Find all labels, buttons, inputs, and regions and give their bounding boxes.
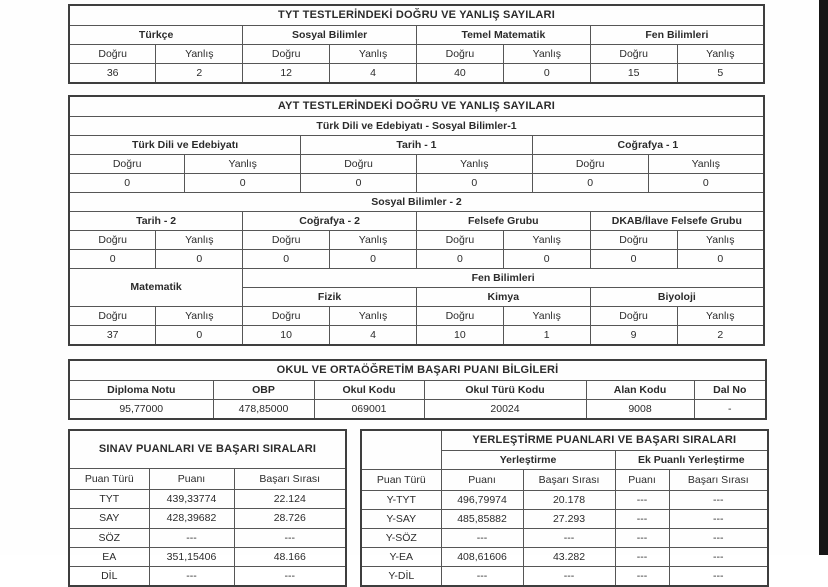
column-header-obp: OBP xyxy=(213,381,314,400)
yanlis-label: Yanlış xyxy=(416,155,532,174)
ayt-table-title: AYT TESTLERİNDEKİ DOĞRU VE YANLIŞ SAYILARI xyxy=(69,96,764,117)
ayt-section3-fen-title: Fen Bilimleri xyxy=(243,269,764,288)
tyt-group-sosyal: Sosyal Bilimler xyxy=(243,26,417,45)
puan-value: 428,39682 xyxy=(149,509,234,528)
puan-turu-value: Y-EA xyxy=(361,548,441,567)
ayt-group-cografya1: Coğrafya - 1 xyxy=(532,136,764,155)
column-header-dal-no: Dal No xyxy=(694,381,766,400)
yanlis-label: Yanlış xyxy=(156,307,243,326)
ayt-group-matematik: Matematik xyxy=(69,269,243,307)
tyt-group-matematik: Temel Matematik xyxy=(417,26,591,45)
ayt-section1-title: Türk Dili ve Edebiyatı - Sosyal Bilimler-1 xyxy=(69,117,764,136)
yerlestirme-scores-table xyxy=(360,429,769,587)
yanlis-value: 0 xyxy=(503,250,590,269)
alan-kodu-value: 9008 xyxy=(586,400,694,420)
yanlis-value: 4 xyxy=(330,64,417,84)
dogru-value: 10 xyxy=(416,326,503,346)
ayt-group-felsefe: Felsefe Grubu xyxy=(416,212,590,231)
dogru-value: 37 xyxy=(69,326,156,346)
ek-sira-value: --- xyxy=(669,548,768,567)
column-header-puan-turu: Puan Türü xyxy=(361,470,441,491)
table-row xyxy=(69,566,346,586)
yanlis-value: 0 xyxy=(156,326,243,346)
dogru-label: Doğru xyxy=(417,45,504,64)
score-tables-row xyxy=(68,429,765,587)
yanlis-label: Yanlış xyxy=(677,231,764,250)
ek-puanli-group-header: Ek Puanlı Yerleştirme xyxy=(615,451,768,470)
puan-value: --- xyxy=(441,567,523,587)
dogru-value: 10 xyxy=(243,326,330,346)
dogru-label: Doğru xyxy=(416,307,503,326)
yanlis-label: Yanlış xyxy=(503,45,590,64)
sira-value: 27.293 xyxy=(523,510,615,529)
puan-turu-value: TYT xyxy=(69,490,149,509)
column-header-puani: Puanı xyxy=(149,469,234,490)
ayt-section2-title: Sosyal Bilimler - 2 xyxy=(69,193,764,212)
yanlis-label: Yanlış xyxy=(156,45,243,64)
okul-turu-kodu-value: 20024 xyxy=(424,400,586,420)
column-header-puani: Puanı xyxy=(441,470,523,491)
yanlis-value: 0 xyxy=(156,250,243,269)
dogru-value: 0 xyxy=(69,174,185,193)
puan-value: 496,79974 xyxy=(441,491,523,510)
table-row xyxy=(361,529,768,548)
tyt-table-title: TYT TESTLERİNDEKİ DOĞRU VE YANLIŞ SAYILARI xyxy=(69,5,764,26)
yanlis-label: Yanlış xyxy=(677,307,764,326)
ek-sira-value: --- xyxy=(669,567,768,587)
yanlis-value: 0 xyxy=(648,174,764,193)
dogru-value: 9 xyxy=(590,326,677,346)
ayt-group-dkab: DKAB/İlave Felsefe Grubu xyxy=(590,212,764,231)
dogru-value: 0 xyxy=(243,250,330,269)
yanlis-label: Yanlış xyxy=(330,45,417,64)
obp-table-title: OKUL VE ORTAÖĞRETİM BAŞARI PUANI BİLGİLERİ xyxy=(69,360,766,381)
sira-value: 22.124 xyxy=(234,490,346,509)
sira-value: --- xyxy=(234,566,346,586)
table-gap xyxy=(347,429,360,587)
column-header-ek-puani: Puanı xyxy=(615,470,669,491)
ayt-group-cografya2: Coğrafya - 2 xyxy=(243,212,417,231)
document-content xyxy=(68,4,765,587)
table-row xyxy=(69,490,346,509)
yanlis-label: Yanlış xyxy=(330,231,417,250)
sira-value: --- xyxy=(234,528,346,547)
yanlis-value: 0 xyxy=(330,250,417,269)
dogru-label: Doğru xyxy=(590,45,677,64)
dogru-value: 0 xyxy=(69,250,156,269)
ayt-group-biyoloji: Biyoloji xyxy=(590,288,764,307)
ek-puan-value: --- xyxy=(615,510,669,529)
dogru-label: Doğru xyxy=(416,231,503,250)
yanlis-value: 0 xyxy=(677,250,764,269)
column-header-alan-kodu: Alan Kodu xyxy=(586,381,694,400)
dogru-value: 15 xyxy=(590,64,677,84)
yanlis-value: 2 xyxy=(677,326,764,346)
dogru-label: Doğru xyxy=(590,307,677,326)
puan-turu-value: Y-SÖZ xyxy=(361,529,441,548)
yanlis-value: 2 xyxy=(156,64,243,84)
yanlis-label: Yanlış xyxy=(185,155,301,174)
ayt-group-kimya: Kimya xyxy=(416,288,590,307)
puan-value: --- xyxy=(149,528,234,547)
ayt-group-tarih1: Tarih - 1 xyxy=(301,136,533,155)
ayt-group-fizik: Fizik xyxy=(243,288,417,307)
empty-corner-cell xyxy=(361,430,441,470)
yanlis-value: 0 xyxy=(185,174,301,193)
table-row xyxy=(69,528,346,547)
obp-info-table xyxy=(68,359,767,420)
column-header-okul-turu-kodu: Okul Türü Kodu xyxy=(424,381,586,400)
yanlis-value: 0 xyxy=(416,174,532,193)
yanlis-label: Yanlış xyxy=(677,45,764,64)
puan-turu-value: EA xyxy=(69,547,149,566)
sira-value: 43.282 xyxy=(523,548,615,567)
ek-puan-value: --- xyxy=(615,548,669,567)
dogru-label: Doğru xyxy=(243,45,330,64)
ek-sira-value: --- xyxy=(669,529,768,548)
dogru-value: 12 xyxy=(243,64,330,84)
yanlis-value: 0 xyxy=(503,64,590,84)
dogru-label: Doğru xyxy=(69,155,185,174)
yanlis-label: Yanlış xyxy=(156,231,243,250)
dogru-value: 0 xyxy=(301,174,417,193)
yanlis-value: 4 xyxy=(330,326,417,346)
puan-value: 485,85882 xyxy=(441,510,523,529)
dogru-label: Doğru xyxy=(69,45,156,64)
okul-kodu-value: 069001 xyxy=(314,400,424,420)
dogru-value: 36 xyxy=(69,64,156,84)
puan-value: --- xyxy=(149,566,234,586)
sinav-scores-table xyxy=(68,429,347,587)
yerlestirme-table-title: YERLEŞTİRME PUANLARI VE BAŞARI SIRALARI xyxy=(441,430,768,451)
yanlis-label: Yanlış xyxy=(648,155,764,174)
table-row xyxy=(361,567,768,587)
column-header-ek-basari-sirasi: Başarı Sırası xyxy=(669,470,768,491)
column-header-basari-sirasi: Başarı Sırası xyxy=(234,469,346,490)
dogru-value: 0 xyxy=(532,174,648,193)
sira-value: 28.726 xyxy=(234,509,346,528)
dogru-value: 0 xyxy=(416,250,503,269)
sira-value: --- xyxy=(523,529,615,548)
dogru-value: 40 xyxy=(417,64,504,84)
dogru-label: Doğru xyxy=(243,307,330,326)
dogru-label: Doğru xyxy=(590,231,677,250)
puan-value: 408,61606 xyxy=(441,548,523,567)
sira-value: --- xyxy=(523,567,615,587)
ayt-group-tarih2: Tarih - 2 xyxy=(69,212,243,231)
ayt-group-tde: Türk Dili ve Edebiyatı xyxy=(69,136,301,155)
puan-value: 439,33774 xyxy=(149,490,234,509)
column-header-diploma-notu: Diploma Notu xyxy=(69,381,213,400)
dogru-label: Doğru xyxy=(243,231,330,250)
table-row xyxy=(361,510,768,529)
yanlis-value: 5 xyxy=(677,64,764,84)
column-header-basari-sirasi: Başarı Sırası xyxy=(523,470,615,491)
ayt-results-table xyxy=(68,95,765,346)
yanlis-label: Yanlış xyxy=(503,231,590,250)
dogru-value: 0 xyxy=(590,250,677,269)
dogru-label: Doğru xyxy=(301,155,417,174)
dogru-label: Doğru xyxy=(532,155,648,174)
dal-no-value: - xyxy=(694,400,766,420)
yanlis-value: 1 xyxy=(503,326,590,346)
table-row xyxy=(361,491,768,510)
puan-turu-value: SAY xyxy=(69,509,149,528)
puan-value: --- xyxy=(441,529,523,548)
screen-edge-black-strip xyxy=(819,0,828,555)
sinav-table-title: SINAV PUANLARI VE BAŞARI SIRALARI xyxy=(69,430,346,469)
column-header-puan-turu: Puan Türü xyxy=(69,469,149,490)
ek-puan-value: --- xyxy=(615,491,669,510)
sira-value: 20.178 xyxy=(523,491,615,510)
obp-value: 478,85000 xyxy=(213,400,314,420)
ek-puan-value: --- xyxy=(615,529,669,548)
yanlis-label: Yanlış xyxy=(330,307,417,326)
diploma-notu-value: 95,77000 xyxy=(69,400,213,420)
puan-turu-value: Y-SAY xyxy=(361,510,441,529)
tyt-results-table xyxy=(68,4,765,84)
ek-sira-value: --- xyxy=(669,491,768,510)
puan-turu-value: Y-DİL xyxy=(361,567,441,587)
yanlis-label: Yanlış xyxy=(503,307,590,326)
puan-value: 351,15406 xyxy=(149,547,234,566)
puan-turu-value: SÖZ xyxy=(69,528,149,547)
tyt-group-fen: Fen Bilimleri xyxy=(590,26,764,45)
tyt-group-turkce: Türkçe xyxy=(69,26,243,45)
dogru-label: Doğru xyxy=(69,307,156,326)
ek-puan-value: --- xyxy=(615,567,669,587)
puan-turu-value: DİL xyxy=(69,566,149,586)
ek-sira-value: --- xyxy=(669,510,768,529)
sira-value: 48.166 xyxy=(234,547,346,566)
yerlestirme-group-header: Yerleştirme xyxy=(441,451,615,470)
dogru-label: Doğru xyxy=(69,231,156,250)
table-row xyxy=(361,548,768,567)
column-header-okul-kodu: Okul Kodu xyxy=(314,381,424,400)
table-row xyxy=(69,547,346,566)
table-row xyxy=(69,509,346,528)
puan-turu-value: Y-TYT xyxy=(361,491,441,510)
